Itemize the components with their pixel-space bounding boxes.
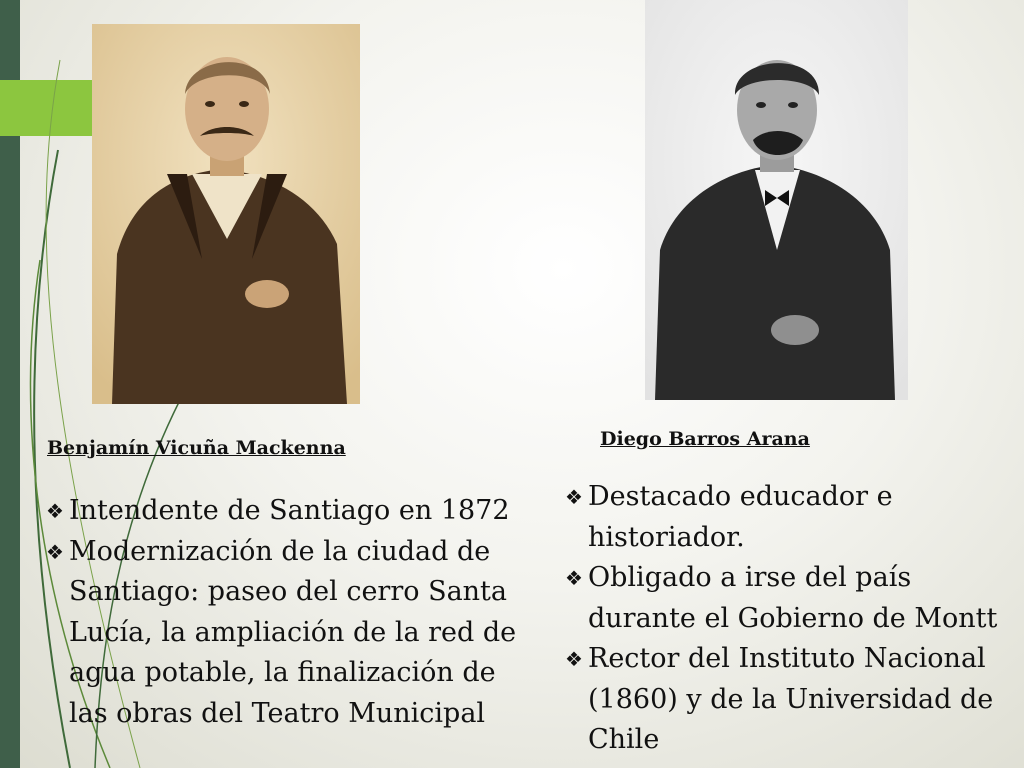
bullet-list-left	[46, 491, 536, 734]
diamond-bullet-icon: ❖	[46, 539, 64, 564]
name-left: Benjamín Vicuña Mackenna	[47, 437, 346, 459]
list-item	[565, 477, 1005, 558]
list-item	[46, 491, 536, 532]
bullet-text: Destacado educador e historiador.	[588, 481, 893, 553]
bullet-text: Modernización de la ciudad de Santiago: paseo del cerro Santa Lucía, la ampliación de la red de agua potable, la finalización de las obras del Teatro Municipal	[69, 535, 517, 729]
portrait-photo-icon	[645, 0, 908, 400]
diamond-bullet-icon: ❖	[565, 566, 583, 590]
portrait-diego-barros-arana	[645, 0, 908, 400]
name-right: Diego Barros Arana	[600, 428, 810, 450]
portrait-benjamin-vicuna-mackenna	[92, 24, 360, 404]
diamond-bullet-icon: ❖	[565, 647, 583, 671]
bullet-list-right	[565, 477, 1005, 761]
diamond-bullet-icon: ❖	[565, 485, 583, 509]
portrait-photo-icon	[92, 24, 360, 404]
list-item	[46, 532, 536, 735]
diamond-bullet-icon: ❖	[46, 499, 64, 523]
list-item	[565, 558, 1005, 639]
bullet-text: Obligado a irse del país durante el Gobierno de Montt	[588, 562, 998, 634]
list-item	[565, 639, 1005, 761]
bullet-text: Intendente de Santiago en 1872	[69, 495, 510, 526]
bullet-text: Rector del Instituto Nacional (1860) y de la Universidad de Chile	[588, 643, 994, 755]
